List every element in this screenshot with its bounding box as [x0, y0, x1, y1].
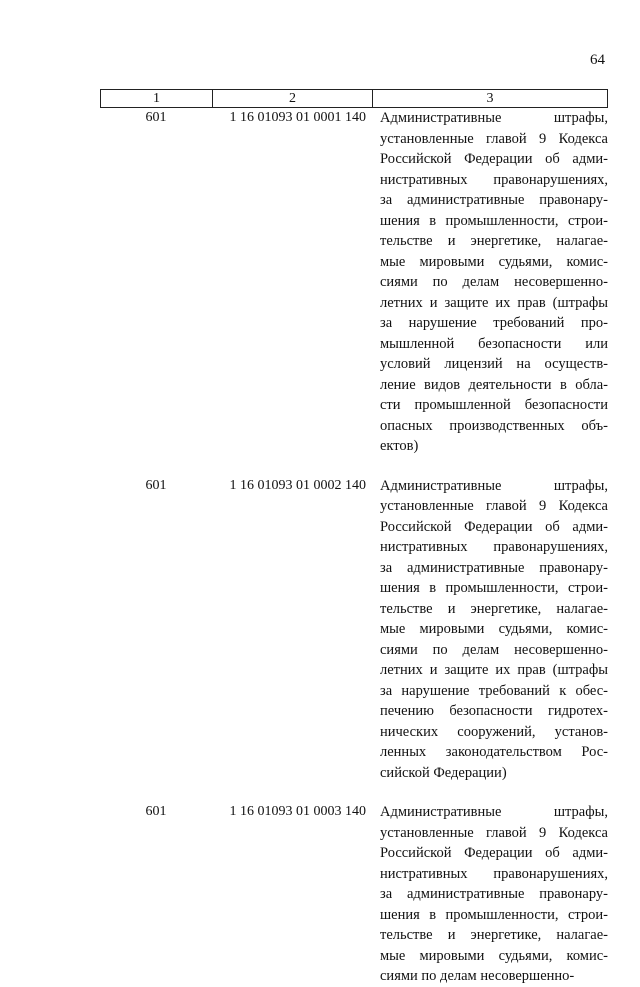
description-line: Административные штрафы,	[380, 804, 608, 820]
description-line: летних и защите их прав (штрафы	[380, 294, 608, 311]
description-line: ектов)	[380, 438, 419, 454]
description-line: летних и защите их прав (штрафы	[380, 662, 608, 678]
description-line: мые мировыми судьями, комис-	[380, 621, 608, 637]
description-line: Административные штрафы,	[380, 110, 608, 126]
header-col-1: 1	[100, 90, 212, 107]
revenue-code-cell: 1 16 01093 01 0001 140	[229, 110, 366, 125]
description-line: Российской Федерации об адми-	[380, 845, 608, 861]
description-line: тельстве и энергетике, налагае-	[380, 927, 608, 943]
header-col-3: 3	[372, 90, 608, 107]
description-line: тельстве и энергетике, налагае-	[380, 233, 608, 249]
description-line: нических сооружений, установ-	[380, 723, 608, 740]
description-line: шения в промышленности, строи-	[380, 580, 608, 596]
description-line: сиями по делам несовершенно-	[380, 968, 575, 984]
table-body	[100, 108, 608, 987]
description-line: Российской Федерации об адми-	[380, 151, 608, 167]
description-line: сти промышленной безопасности	[380, 397, 608, 413]
revenue-code-cell: 1 16 01093 01 0002 140	[229, 477, 366, 493]
admin-code-cell: 601	[145, 804, 167, 819]
description-line: за нарушение требований к обес-	[380, 682, 608, 699]
description-line: нистративных правонарушениях,	[380, 865, 608, 882]
admin-code-cell: 601	[145, 477, 167, 493]
description-line: условий лицензий на осуществ-	[380, 356, 608, 372]
description-line: установленные главой 9 Кодекса	[380, 498, 608, 514]
description-line: сиями по делам несовершенно-	[380, 274, 608, 290]
description-line: мые мировыми судьями, комис-	[380, 947, 608, 964]
description-line: установленные главой 9 Кодекса	[380, 824, 608, 841]
table-row	[100, 802, 608, 987]
description-line: сиями по делам несовершенно-	[380, 641, 608, 658]
description-line: шения в промышленности, строи-	[380, 906, 608, 923]
description-line: шения в промышленности, строи-	[380, 212, 608, 229]
description-line: установленные главой 9 Кодекса	[380, 130, 608, 147]
description-cell	[372, 802, 608, 987]
description-cell	[372, 476, 608, 784]
description-line: опасных производственных объ-	[380, 417, 608, 434]
description-line: печению безопасности гидротех-	[380, 703, 608, 719]
description-line: ленных законодательством Рос-	[380, 744, 608, 760]
header-col-2: 2	[212, 90, 372, 107]
description-line: нистративных правонарушениях,	[380, 171, 608, 188]
page-number: 64	[590, 52, 605, 68]
description-line: нистративных правонарушениях,	[380, 539, 608, 555]
table-row	[100, 476, 608, 784]
description-line: за административные правонару-	[380, 559, 608, 576]
table-row	[100, 108, 608, 457]
description-line: мышленной безопасности или	[380, 335, 608, 352]
description-cell	[372, 108, 608, 457]
description-line: ление видов деятельности в обла-	[380, 376, 608, 393]
description-line: сийской Федерации)	[380, 764, 507, 781]
description-line: Административные штрафы,	[380, 477, 608, 494]
description-line: за административные правонару-	[380, 192, 608, 208]
admin-code-cell: 601	[145, 110, 167, 125]
revenue-code-cell: 1 16 01093 01 0003 140	[229, 804, 366, 819]
table-header	[100, 89, 608, 108]
description-line: мые мировыми судьями, комис-	[380, 253, 608, 270]
description-line: за нарушение требований про-	[380, 315, 608, 331]
description-line: тельстве и энергетике, налагае-	[380, 600, 608, 617]
description-line: за административные правонару-	[380, 886, 608, 902]
classification-table	[100, 89, 608, 987]
description-line: Российской Федерации об адми-	[380, 518, 608, 535]
